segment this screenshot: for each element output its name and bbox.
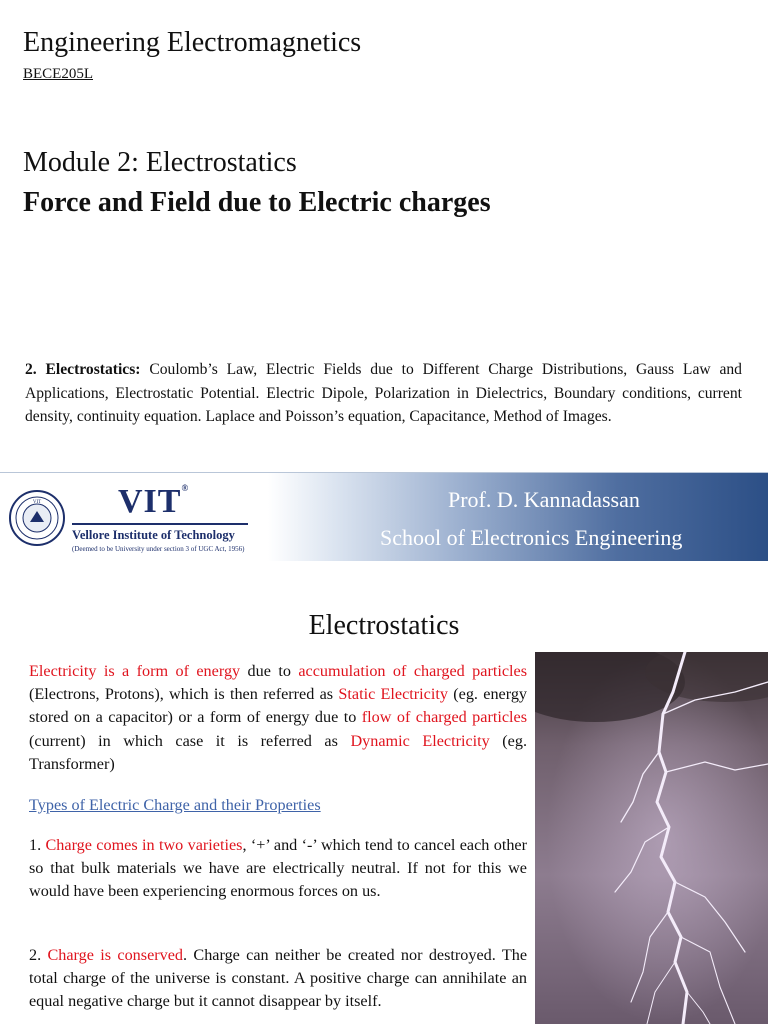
syllabus-paragraph — [25, 358, 742, 429]
intro-highlight-3: Static Electricity — [338, 685, 448, 704]
intro-highlight-4: flow of charged particles — [361, 708, 528, 727]
institute-deemed-note: (Deemed to be University under section 3 of UGC Act, 1956) — [72, 545, 245, 553]
intro-highlight-1: Electricity is a form of energy — [29, 662, 241, 680]
point-2-text: . Charge can neither be created nor destroyed. The total charge of the universe is constant. A positive charge can annihilate an equal negative charge but it cannot disappear by itself. — [29, 946, 527, 1011]
point-2-paragraph — [29, 944, 527, 1014]
intro-paragraph — [29, 660, 527, 776]
professor-name: Prof. D. Kannadassan — [448, 487, 640, 512]
intro-text-5: (eg. Transformer) — [29, 731, 528, 773]
point-2-number: 2. — [29, 946, 48, 964]
module-subtitle: Force and Field due to Electric charges — [23, 187, 491, 218]
intro-text-2: (Electrons, Protons), which is then referred as — [29, 685, 339, 704]
lightning-image — [535, 652, 768, 1024]
institute-name: Vellore Institute of Technology — [72, 528, 235, 542]
intro-text-3: (eg. energy stored on a capacitor) or a form of energy due to — [29, 685, 528, 727]
banner-faculty-area — [268, 473, 768, 561]
syllabus-text: Coulomb’s Law, Electric Fields due to Different Charge Distributions, Gauss Law and Applications, Electrostatic Potential. Electric Dipole, Polarization in Dielectrics, Boundary conditions, current density, continuity equation. Laplace and Poisson’s equation, Capacitance, Method of Images. — [25, 361, 742, 425]
course-code: BECE205L — [23, 66, 93, 82]
module-title: Module 2: Electrostatics — [23, 147, 297, 178]
course-title: Engineering Electromagnetics — [23, 27, 362, 58]
types-heading-link[interactable]: Types of Electric Charge and their Properties — [29, 796, 321, 814]
point-1-paragraph — [29, 834, 527, 904]
slide-title: Electrostatics — [308, 610, 460, 641]
logo-divider — [72, 523, 248, 525]
point-1-highlight: Charge comes in two varieties — [45, 836, 243, 854]
vit-seal-icon — [8, 489, 66, 547]
school-name: School of Electronics Engineering — [380, 525, 683, 550]
vit-logo-text: VIT® — [118, 483, 190, 520]
intro-highlight-2: accumulation of charged particles — [298, 662, 527, 680]
syllabus-label: 2. Electrostatics: — [25, 361, 141, 378]
banner-logo-area — [0, 473, 268, 561]
seal-text: VIT — [32, 500, 42, 505]
point-1-text: , ‘+’ and ‘-’ which tend to cancel each other so that bulk materials we have are electrically neutral. If not for this we would have been experiencing enormous forces on us. — [29, 836, 527, 901]
intro-text-1: due to — [240, 662, 299, 680]
institution-banner — [0, 472, 768, 561]
lightning-illustration — [535, 652, 768, 1024]
intro-text-4: (current) in which case it is referred as — [29, 731, 351, 750]
point-1-number: 1. — [29, 836, 46, 854]
point-2-highlight: Charge is conserved — [47, 946, 184, 964]
intro-highlight-5: Dynamic Electricity — [350, 731, 490, 750]
